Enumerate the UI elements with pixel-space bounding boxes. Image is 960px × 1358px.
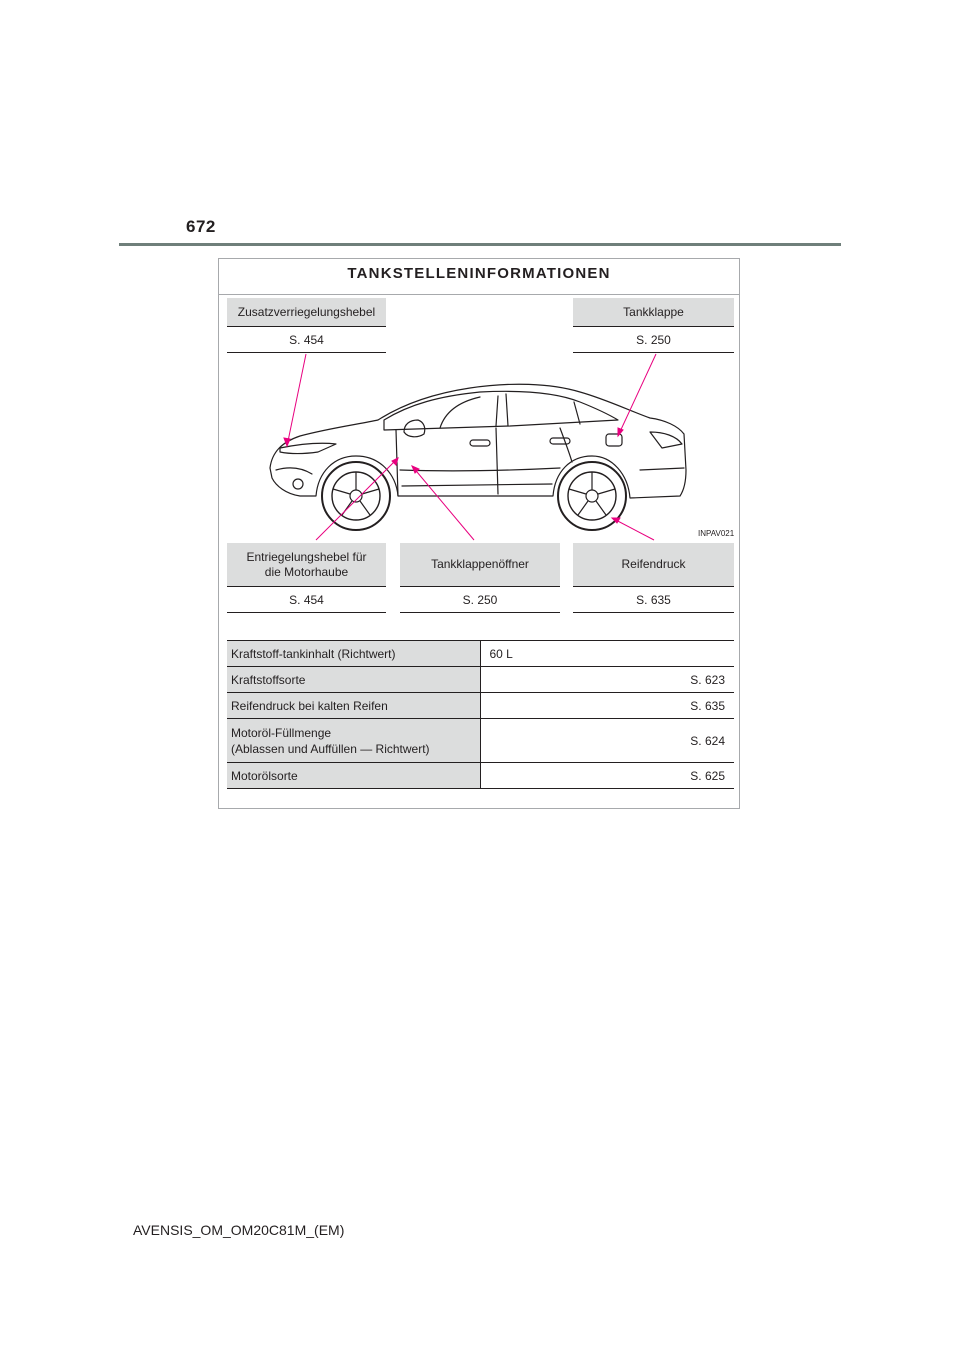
- leader-line-fuel-door-opener: [412, 466, 474, 540]
- callout-label-line1: Entriegelungshebel für: [246, 549, 367, 564]
- callout-hood-release: [227, 543, 386, 613]
- figure-code: INPAV021: [698, 529, 735, 538]
- callout-label: Reifendruck: [573, 543, 734, 587]
- spec-key: Kraftstoffsorte: [227, 667, 480, 693]
- panel-title: TANKSTELLENINFORMATIONEN: [219, 259, 739, 295]
- callout-fuel-door-opener: [400, 543, 560, 613]
- table-row: [227, 719, 734, 763]
- spec-value: 60 L: [480, 641, 734, 667]
- spec-value: S. 625: [480, 763, 734, 789]
- spec-value: S. 624: [480, 719, 734, 763]
- spec-key: Motorölsorte: [227, 763, 480, 789]
- table-row: [227, 763, 734, 789]
- front-wheel: [322, 462, 390, 530]
- spec-value: S. 623: [480, 667, 734, 693]
- callout-tire-pressure: [573, 543, 734, 613]
- spec-key: [227, 719, 480, 763]
- spec-table: [227, 640, 734, 789]
- car-window-line: [384, 391, 618, 430]
- callout-page-ref: S. 250: [573, 327, 734, 353]
- callout-page-ref: S. 454: [227, 587, 386, 613]
- spec-key: Kraftstoff-tankinhalt (Richtwert): [227, 641, 480, 667]
- spec-key-line2: (Ablassen und Auffüllen — Richtwert): [231, 741, 430, 756]
- document-footer: AVENSIS_OM_OM20C81M_(EM): [133, 1222, 345, 1238]
- callout-label: Tankklappenöffner: [400, 543, 560, 587]
- spec-key: Reifendruck bei kalten Reifen: [227, 693, 480, 719]
- callout-page-ref: S. 635: [573, 587, 734, 613]
- car-body-outline: [270, 384, 686, 498]
- leader-line-aux-lock: [287, 354, 306, 446]
- callout-label-line2: die Motorhaube: [264, 564, 349, 579]
- callout-label: Tankklappe: [573, 298, 734, 327]
- callout-page-ref: S. 454: [227, 327, 386, 353]
- page-number: 672: [186, 217, 216, 236]
- callout-label: [227, 543, 386, 587]
- leader-line-hood-release: [316, 458, 398, 540]
- callout-page-ref: S. 250: [400, 587, 560, 613]
- leader-line-fuel-door: [618, 354, 656, 436]
- spec-value: S. 635: [480, 693, 734, 719]
- callout-label: Zusatzverriegelungshebel: [227, 298, 386, 327]
- table-row: [227, 641, 734, 667]
- table-row: [227, 693, 734, 719]
- table-row: [227, 667, 734, 693]
- spec-key-line1: Motoröl-Füllmenge: [231, 725, 332, 740]
